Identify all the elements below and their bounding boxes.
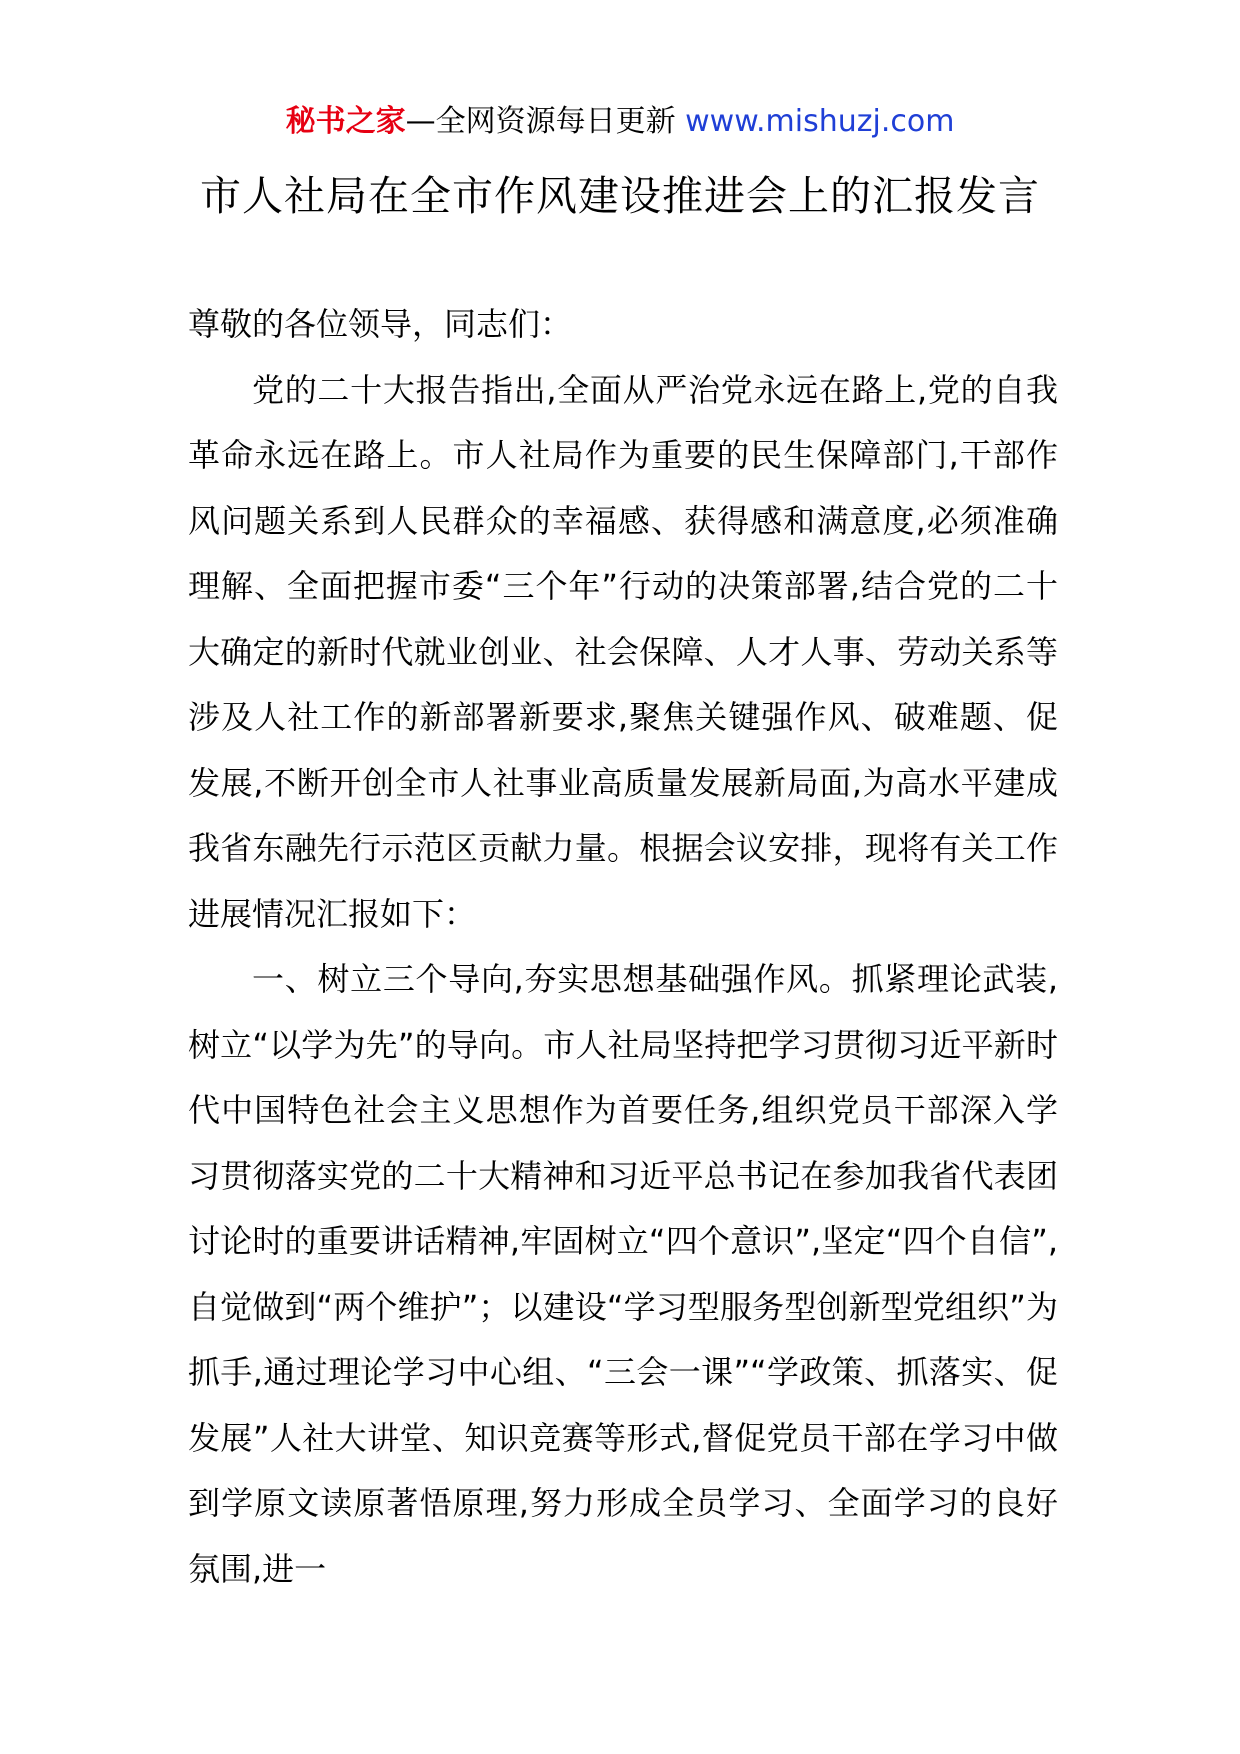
- salutation: 尊敬的各位领导，同志们：: [188, 305, 573, 343]
- paragraph-intro: 党的二十大报告指出,全面从严治党永远在路上,党的自我革命永远在路上。市人社局作为重要的民生保障部门,干部作风问题关系到人民群众的幸福感、获得感和满意度,必须准确理解、全面把握市委“三个年”行动的决策部署,结合党的二十大确定的新时代就业创业、社会保障、人才人事、劳动关系等涉及人社工作的新部署新要求,聚焦关键强作风、破难题、促发展,不断开创全市人社事业高质量发展新局面,为高水平建成我省东融先行示范区贡献力量。根据会议安排，现将有关工作进展情况汇报如下：: [188, 370, 1058, 933]
- site-url[interactable]: www.mishuzj.com: [685, 104, 955, 139]
- document-title: 市人社局在全市作风建设推进会上的汇报发言: [200, 172, 1040, 220]
- site-header: [0, 100, 1240, 144]
- document-body: [188, 292, 1058, 1602]
- paragraph-section-one: 一、树立三个导向,夯实思想基础强作风。抓紧理论武装,树立“以学为先”的导向。市人社局坚持把学习贯彻习近平新时代中国特色社会主义思想作为首要任务,组织党员干部深入学习贯彻落实党的二十大精神和习近平总书记在参加我省代表团讨论时的重要讲话精神,牢固树立“四个意识”,坚定“四个自信”,自觉做到“两个维护”；以建设“学习型服务型创新型党组织”为抓手,通过理论学习中心组、“三会一课”“学政策、抓落实、促发展”人社大讲堂、知识竞赛等形式,督促党员干部在学习中做到学原文读原著悟原理,努力形成全员学习、全面学习的良好氛围,进一: [188, 960, 1058, 1588]
- site-brand: 秘书之家: [285, 104, 406, 139]
- site-slogan: —全网资源每日更新: [405, 104, 686, 139]
